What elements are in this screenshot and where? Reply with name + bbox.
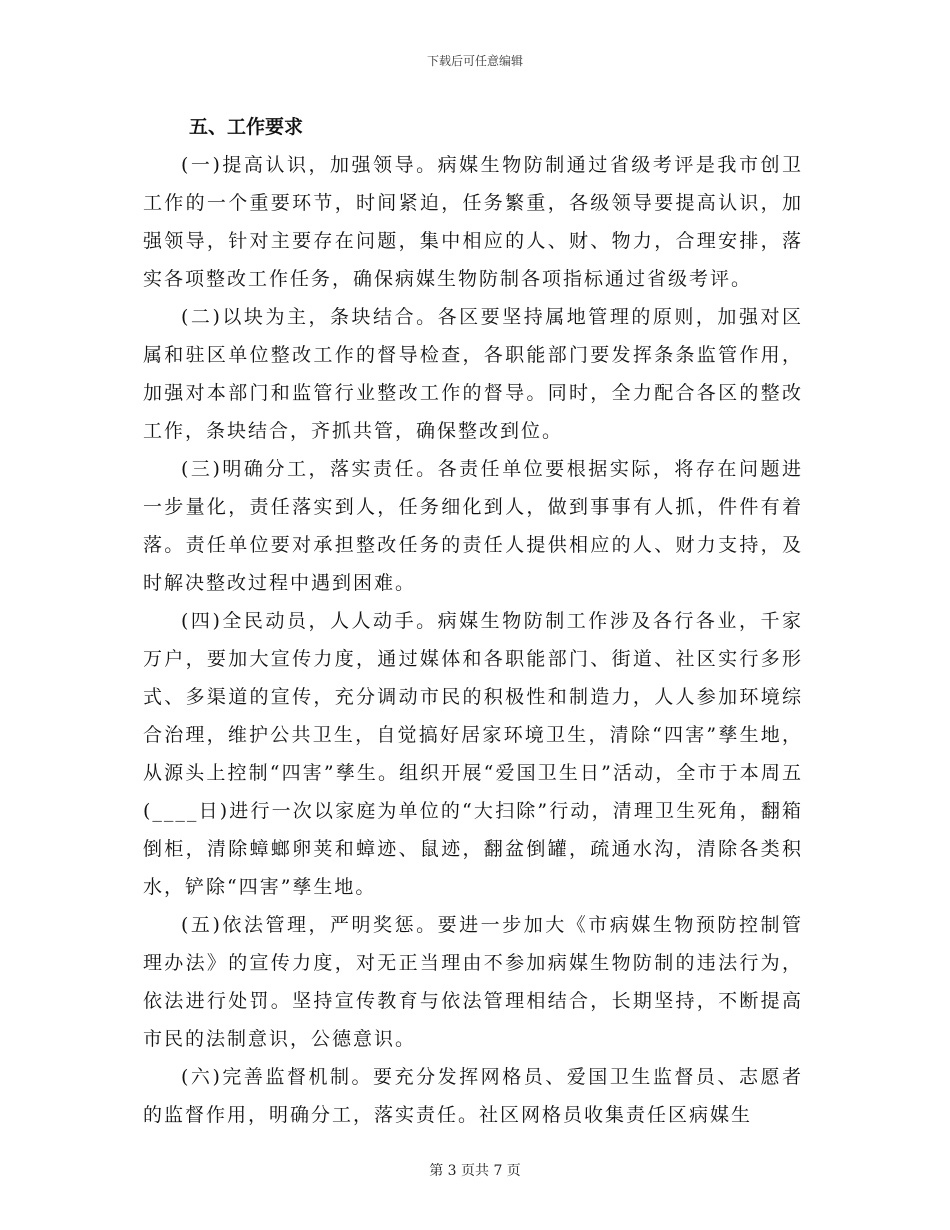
paragraph-6: (六)完善监督机制。要充分发挥网格员、爱国卫生监督员、志愿者的监督作用，明确分工，落实责任。社区网格员收集责任区病媒生 (143, 1066, 803, 1126)
section-title: 五、工作要求 (189, 116, 304, 138)
paragraph-3: (三)明确分工，落实责任。各责任单位要根据实际，将存在问题进一步量化，责任落实到人，任务细化到人，做到事事有人抓，件件有着落。责任单位要对承担整改任务的责任人提供相应的人、财力支持，及时解决整改过程中遇到困难。 (143, 458, 803, 594)
document-body (143, 108, 803, 1134)
paragraph-2: (二)以块为主，条块结合。各区要坚持属地管理的原则，加强对区属和驻区单位整改工作的督导检查，各职能部门要发挥条条监管作用，加强对本部门和监管行业整改工作的督导。同时，全力配合各区的整改工作，条块结合，齐抓共管，确保整改到位。 (143, 306, 803, 442)
page-number-footer: 第 3 页共 7 页 (429, 1163, 521, 1179)
page-header-note: 下载后可任意编辑 (426, 54, 523, 68)
paragraph-4: (四)全民动员，人人动手。病媒生物防制工作涉及各行各业，千家万户，要加大宣传力度，通过媒体和各职能部门、街道、社区实行多形式、多渠道的宣传，充分调动市民的积极性和制造力，人人参加环境综合治理，维护公共卫生，自觉搞好居家环境卫生，清除“四害”孳生地，从源头上控制“四害”孳生。组织开展“爱国卫生日”活动，全市于本周五(____日)进行一次以家庭为单位的“大扫除”行动，清理卫生死角，翻箱倒柜，清除蟑螂卵荚和蟑迹、鼠迹，翻盆倒罐，疏通水沟，清除各类积水，铲除“四害”孳生地。 (143, 610, 803, 898)
paragraph-1: (一)提高认识，加强领导。病媒生物防制通过省级考评是我市创卫工作的一个重要环节，时间紧迫，任务繁重，各级领导要提高认识，加强领导，针对主要存在问题，集中相应的人、财、物力，合理安排，落实各项整改工作任务，确保病媒生物防制各项指标通过省级考评。 (143, 154, 803, 290)
paragraph-5: (五)依法管理，严明奖惩。要进一步加大《市病媒生物预防控制管理办法》的宣传力度，对无正当理由不参加病媒生物防制的违法行为，依法进行处罚。坚持宣传教育与依法管理相结合，长期坚持，不断提高市民的法制意识，公德意识。 (143, 914, 803, 1050)
